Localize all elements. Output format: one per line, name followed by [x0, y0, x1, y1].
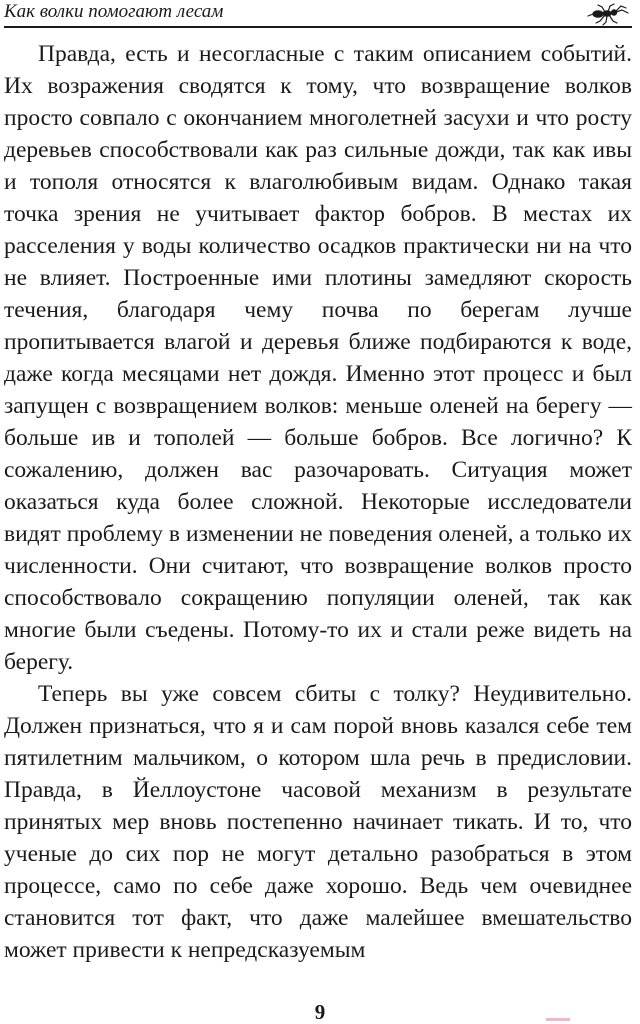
running-head [4, 0, 632, 28]
paragraph: Теперь вы уже совсем сбиты с толку? Неудивительно. Должен признаться, что я и сам порой вновь казался себе тем пятилетним мальчиком, о котором шла речь в предисловии. Правда, в Йеллоустоне часовой механизм в результате принятых мер вновь постепенно начинает тикать. И то, что ученые до сих пор не могут детально разобраться в этом процессе, само по себе даже хорошо. Ведь чем очевиднее становится тот факт, что даже малейшее вмешательство может привести к непредсказуемым [4, 681, 632, 963]
ant-icon [584, 2, 632, 26]
body-text [4, 38, 632, 966]
running-title: Как волки помогают лесам [4, 1, 224, 22]
page-number: 9 [314, 1000, 326, 1024]
pink-mark [546, 1018, 570, 1021]
paragraph: Правда, есть и несогласные с таким описанием событий. Их возражения сводятся к тому, что возвращение волков просто совпало с окончанием многолетней засухи и что росту деревьев способствовали как раз сильные дожди, так как ивы и тополя относятся к влаголюбивым видам. Однако такая точка зрения не учитывает фактор бобров. В местах их расселения у воды количество осадков практически ни на что не влияет. Построенные ими плотины замедляют скорость течения, благодаря чему почва по берегам лучше пропитывается влагой и деревья ближе подбираются к воде, даже когда месяцами нет дождя. Именно этот процесс и был запущен с возвращением волков: меньше оленей на берегу — больше ив и тополей — больше бобров. Все логично? К сожалению, должен вас разочаровать. Ситуация может оказаться куда более сложной. Некоторые исследователи видят проблему в изменении не поведения оленей, а только их численности. Они считают, что возвращение волков просто способствовало сокращению популяции оленей, так как многие были съедены. Потому-то их и стали реже видеть на берегу. [4, 41, 632, 675]
